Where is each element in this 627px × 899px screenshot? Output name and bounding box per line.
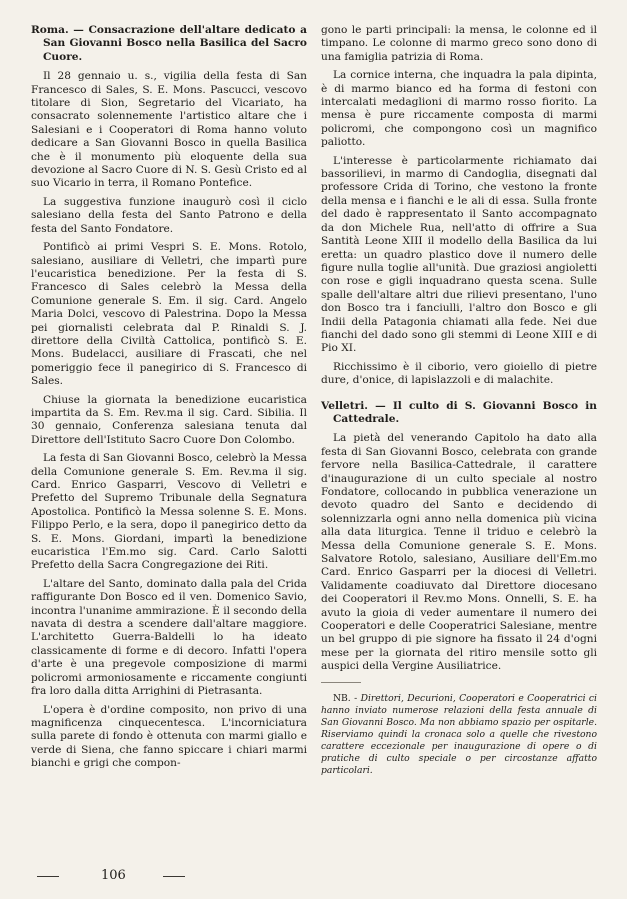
right-column [321,24,597,777]
section-heading-velletri [321,400,597,427]
note-text: Direttori, Decurioni, Cooperatori e Cooperatrici ci hanno inviato numerose relazioni della festa annuale di San Giovanni Bosco. Ma non abbiamo spazio per ospitarle. Riserviamo quindi la cronaca solo a quelle che rivestono carattere eccezionale per inaugurazione di opere o di pratiche di culto speciale o per circostanze affatto particolari. [321,692,597,776]
left-column [31,24,307,776]
section-heading-roma [31,24,307,64]
heading-title: Consacrazione dell'altare dedicato a San Giovanni Bosco nella Basilica del Sacro Cuore. [43,24,307,63]
paragraph: La cornice interna, che inquadra la pala dipinta, è di marmo bianco ed ha forma di festoni con intercalati medaglioni di marmo rosso fiorito. La mensa è pure riccamente composta di marmi policromi, che compongono così un magnifico paliotto. [321,69,597,149]
paragraph: Pontificò ai primi Vespri S. E. Mons. Rotolo, salesiano, ausiliare di Velletri, che impartì pure l'eucaristica benedizione. Per la festa di S. Francesco di Sales celebrò la Messa della Comunione generale S. Em. il sig. Card. Angelo Maria Dolci, vescovo di Palestrina. Dopo la Messa pei giornalisti celebrata dal P. Rinaldi S. J. direttore della Civiltà Cattolica, pontificò S. E. Mons. Budelacci, ausiliare di Frascati, che nel pomeriggio fece il panegirico di S. Francesco di Sales. [31,241,307,388]
paragraph: La pietà del venerando Capitolo ha dato alla festa di San Giovanni Bosco, celebrata con grande fervore nella Basilica-Cattedrale, il carattere d'inaugurazione di un culto speciale al nostro Fondatore, collocando in pubblica venerazione un devoto quadro del Santo e decidendo di solennizzarla ogni anno nella domenica più vicina alla data liturgica. Tenne il triduo e celebrò la Messa della Comunione generale S. E. Mons. Salvatore Rotolo, salesiano, Ausiliare dell'Em.mo Card. Enrico Gasparri per la diocesi di Velletri. Validamente coadiuvato dal Direttore diocesano dei Cooperatori il Rev.mo Mons. Onnelli, S. E. ha avuto la gioia di veder aumentare il numero dei Cooperatori e delle Cooperatrici Salesiane, mentre un bel gruppo di pie signore ha fissato il 24 d'ogni mese per la giornata del ritiro mensile sotto gli auspici della Vergine Ausiliatrice. [321,432,597,673]
paragraph: L'opera è d'ordine composito, non privo di una magnificenza cinquecentesca. L'incorniciatura sulla parete di fondo è ottenuta con marmi giallo e verde di Siena, che fanno spiccare i chiari marmi bianchi e grigi che compon- [31,703,307,770]
editorial-note [321,693,597,777]
paragraph: L'interesse è particolarmente richiamato dai bassorilievi, in marmo di Candoglia, disegnati dal professore Crida di Torino, che vestono la fronte della mensa e i fianchi e le ali di essa. Sulla fronte del dado è rappresentato il Santo accompagnato da don Michele Rua, nell'atto di offrire a Sua Santità Leone XIII il modello della Basilica da lui eretta: un quadro plastico dove il numero delle figure nulla toglie all'unità. Due graziosi angioletti con rose e gigli inquadrano questa scena. Sulle spalle dell'altare altri due rilievi presentano, l'uno don Bosco tra i fanciulli, l'altro don Bosco e gli Indii della Patagonia chiamati alla fede. Nei due fianchi del dado sono gli stemmi di Leone XIII e di Pio XI. [321,154,597,355]
paragraph: L'altare del Santo, dominato dalla pala del Crida raffigurante Don Bosco ed il ven. Domenico Savio, incontra l'unanime ammirazione. È il secondo della navata di destra a scendere dall'altare maggiore. L'architetto Guerra-Baldelli lo ha ideato classicamente di forme e di decoro. Infatti l'opera d'arte è una pregevole composizione di marmi policromi armoniosamente e riccamente congiunti fra loro dalla ditta Arrighini di Pietrasanta. [31,577,307,698]
footer-dash-left [37,876,59,877]
heading-separator: — [68,24,89,36]
paragraph: Chiuse la giornata la benedizione eucaristica impartita da S. Em. Rev.ma il sig. Card. Sibilia. Il 30 gennaio, Conferenza salesiana tenuta dal Direttore dell'Istituto Sacro Cuore Don Colombo. [31,393,307,446]
page-number: 106 [101,868,126,883]
note-label: NB. - [333,692,358,704]
paragraph: La suggestiva funzione inaugurò così il ciclo salesiano della festa del Santo Patrono e della festa del Santo Fondatore. [31,195,307,235]
heading-place: Velletri. [321,399,368,412]
heading-place: Roma. [31,24,69,36]
page-footer [31,868,171,884]
footer-dash-right [163,876,185,877]
paragraph-continuation: gono le parti principali: la mensa, le colonne ed il timpano. Le colonne di marmo greco sono dono di una famiglia patrizia di Roma. [321,24,597,63]
note-rule [321,682,361,683]
paragraph: Ricchissimo è il ciborio, vero gioiello di pietre dure, d'onice, di lapislazzoli e di malachite. [321,360,597,387]
paragraph: La festa di San Giovanni Bosco, celebrò la Messa della Comunione generale S. Em. Rev.ma il sig. Card. Enrico Gasparri, Vescovo di Velletri e Prefetto del Supremo Tribunale della Segnatura Apostolica. Pontificò la Messa solenne S. E. Mons. Filippo Perlo, e la sera, dopo il panegirico detto da S. E. Mons. Giordani, impartì la benedizione eucaristica l'Em.mo sig. Card. Carlo Salotti Prefetto della Sacra Congregazione dei Riti. [31,452,307,572]
heading-separator: — [367,399,393,412]
paragraph: Il 28 gennaio u. s., vigilia della festa di San Francesco di Sales, S. E. Mons. Pascucci, vescovo titolare di Sion, Segretario del Vicariato, ha consacrato solennemente l'artistico altare che i Salesiani e i Cooperatori di Roma hanno voluto dedicare a San Giovanni Bosco in quella Basilica che è il monumento più eloquente della sua devozione al Sacro Cuore di N. S. Gesù Cristo ed al suo Vicario in terra, il Romano Pontefice. [31,70,307,190]
heading-title: Il culto di S. Giovanni Bosco in Cattedrale. [333,399,597,425]
